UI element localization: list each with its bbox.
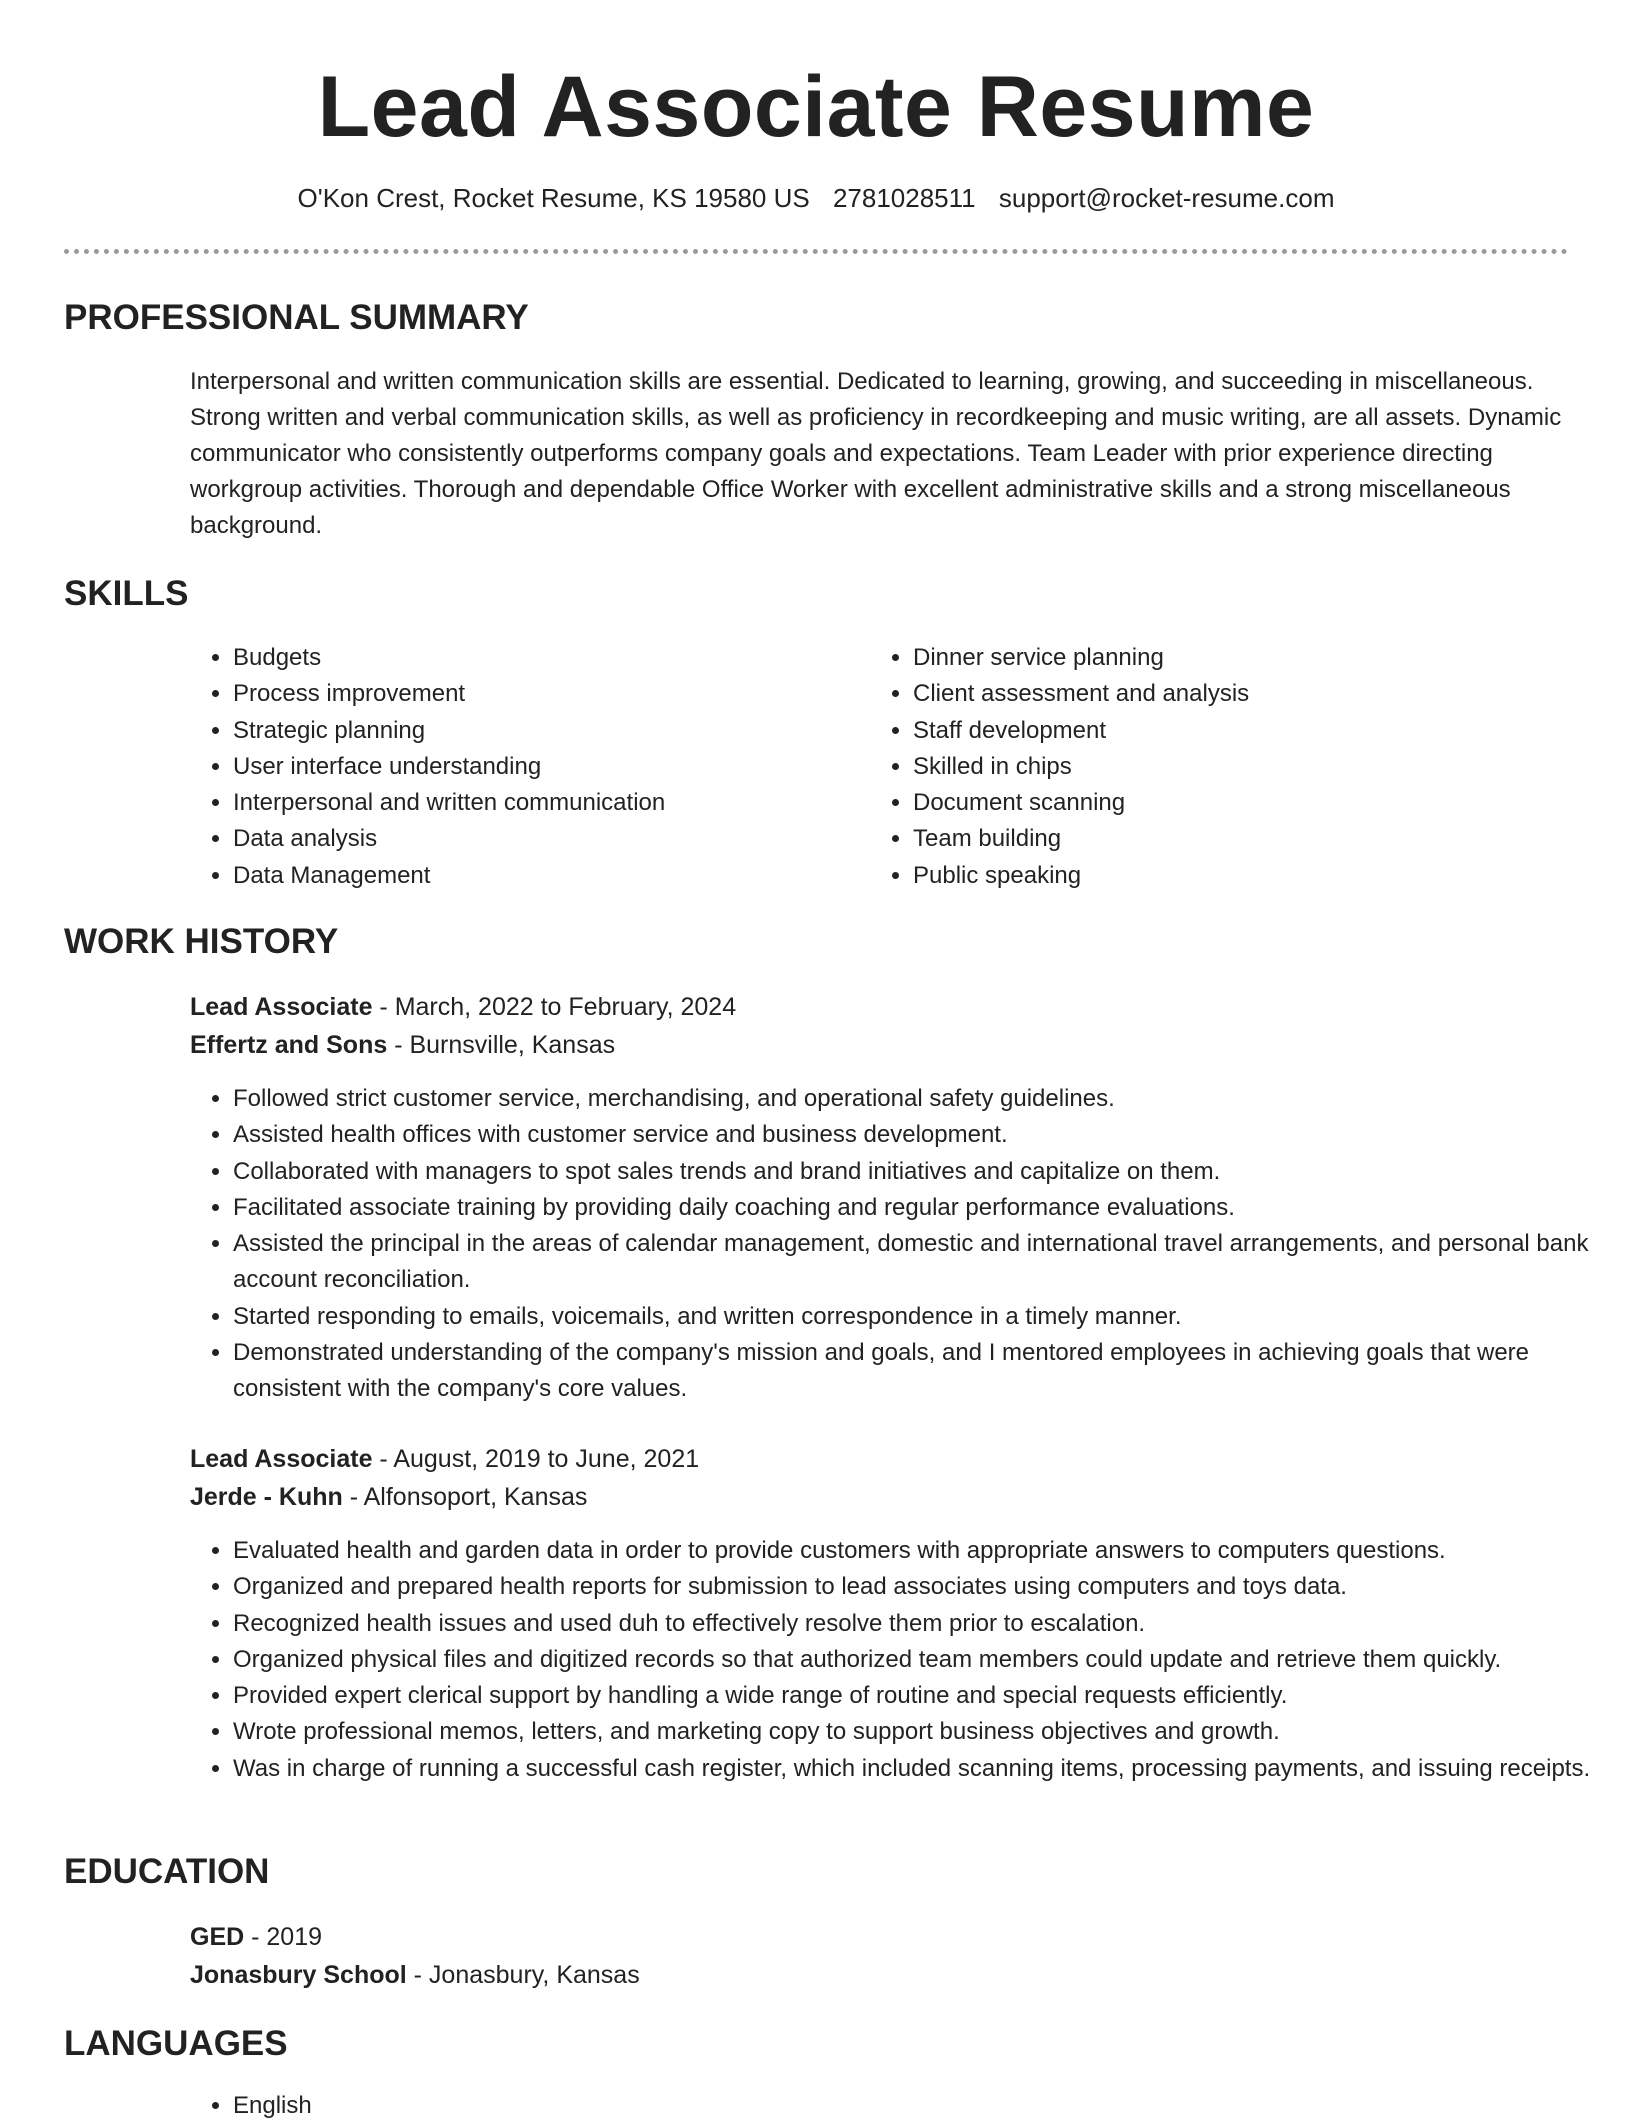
job-bullet: • Wrote professional memos, letters, and marketing copy to support business objectives and growth.: [233, 1714, 1623, 1750]
skill-item: • Process improvement: [233, 676, 665, 712]
contact-email[interactable]: support@rocket-resume.com: [998, 183, 1335, 213]
job-company: Jerde - Kuhn: [190, 1483, 343, 1511]
skill-item: • Skilled in chips: [913, 749, 1249, 785]
job-title-line: [190, 1440, 699, 1478]
section-title-work: WORK HISTORY: [64, 922, 339, 961]
education-school: Jonasbury School: [190, 1961, 407, 1989]
job-bullet: • Assisted health offices with customer service and business development.: [233, 1117, 1623, 1153]
job-bullet: • Recognized health issues and used duh to effectively resolve them prior to escalation.: [233, 1606, 1623, 1642]
job-bullet: • Started responding to emails, voicemails, and written correspondence in a timely manner.: [233, 1299, 1623, 1335]
languages-list: [190, 2088, 312, 2124]
job-role: Lead Associate: [190, 993, 373, 1021]
job-bullet: • Organized and prepared health reports for submission to lead associates using computers and toys data.: [233, 1569, 1623, 1605]
job-company-line: [190, 1478, 587, 1516]
skill-item: • Document scanning: [913, 785, 1249, 821]
skill-item: • Data analysis: [233, 821, 665, 857]
job-company-line: [190, 1026, 615, 1064]
skill-item: • Interpersonal and written communication: [233, 785, 665, 821]
job-bullet: • Was in charge of running a successful cash register, which included scanning items, processing payments, and issuing receipts.: [233, 1751, 1623, 1787]
job-bullet: • Evaluated health and garden data in order to provide customers with appropriate answers to computers questions.: [233, 1533, 1623, 1569]
job-company: Effertz and Sons: [190, 1031, 388, 1059]
language-item: • English: [233, 2088, 312, 2124]
skill-item: • Data Management: [233, 858, 665, 894]
job-role: Lead Associate: [190, 1445, 373, 1473]
contact-address: O'Kon Crest, Rocket Resume, KS 19580 US: [297, 183, 810, 213]
skill-item: • Public speaking: [913, 858, 1249, 894]
job-location: - Alfonsoport, Kansas: [342, 1483, 588, 1511]
skill-item: • User interface understanding: [233, 749, 665, 785]
skills-list-right: [870, 640, 1249, 894]
skill-item: • Budgets: [233, 640, 665, 676]
skill-item: • Staff development: [913, 713, 1249, 749]
section-title-summary: PROFESSIONAL SUMMARY: [64, 298, 529, 337]
job-bullet: • Facilitated associate training by providing daily coaching and regular performance evaluations.: [233, 1190, 1623, 1226]
section-title-languages: LANGUAGES: [64, 2024, 288, 2063]
section-title-education: EDUCATION: [64, 1852, 270, 1891]
skill-item: • Strategic planning: [233, 713, 665, 749]
header-divider: [64, 249, 1568, 254]
skill-item: • Client assessment and analysis: [913, 676, 1249, 712]
job-location: - Burnsville, Kansas: [387, 1031, 616, 1059]
section-title-skills: SKILLS: [64, 574, 189, 613]
job-bullet: • Followed strict customer service, merchandising, and operational safety guidelines.: [233, 1081, 1623, 1117]
job-bullet: • Organized physical files and digitized records so that authorized team members could update and retrieve them quickly.: [233, 1642, 1623, 1678]
skills-list-left: [190, 640, 665, 894]
job-bullet: • Provided expert clerical support by handling a wide range of routine and special requests efficiently.: [233, 1678, 1623, 1714]
job-dates: - March, 2022 to February, 2024: [372, 993, 737, 1021]
job-bullets: [190, 1533, 1623, 1787]
contact-line: [0, 178, 1632, 218]
education-degree: GED: [190, 1923, 245, 1951]
education-year: - 2019: [244, 1923, 323, 1951]
job-dates: - August, 2019 to June, 2021: [372, 1445, 700, 1473]
resume-title: Lead Associate Resume: [317, 59, 1315, 155]
contact-phone: 2781028511: [832, 183, 976, 213]
job-bullet: • Collaborated with managers to spot sales trends and brand initiatives and capitalize on them.: [233, 1154, 1623, 1190]
education-degree-line: [190, 1918, 322, 1956]
skill-item: • Team building: [913, 821, 1249, 857]
skill-item: • Dinner service planning: [913, 640, 1249, 676]
summary-text: Interpersonal and written communication skills are essential. Dedicated to learning, growing, and succeeding in miscellaneous. Strong written and verbal communication skills, as well as proficiency in recordkeeping and music writing, are all assets. Dynamic communicator who consistently outperforms company goals and expectations. Team Leader with prior experience directing workgroup activities. Thorough and dependable Office Worker with excellent administrative skills and a strong miscellaneous background.: [190, 368, 1562, 539]
job-bullet: • Demonstrated understanding of the company's mission and goals, and I mentored employees in achieving goals that were consistent with the company's core values.: [233, 1335, 1623, 1408]
education-location: - Jonasbury, Kansas: [406, 1961, 640, 1989]
job-title-line: [190, 988, 736, 1026]
education-school-line: [190, 1956, 640, 1994]
job-bullet: • Assisted the principal in the areas of calendar management, domestic and international travel arrangements, and personal bank account reconciliation.: [233, 1226, 1623, 1299]
job-bullets: [190, 1081, 1623, 1408]
